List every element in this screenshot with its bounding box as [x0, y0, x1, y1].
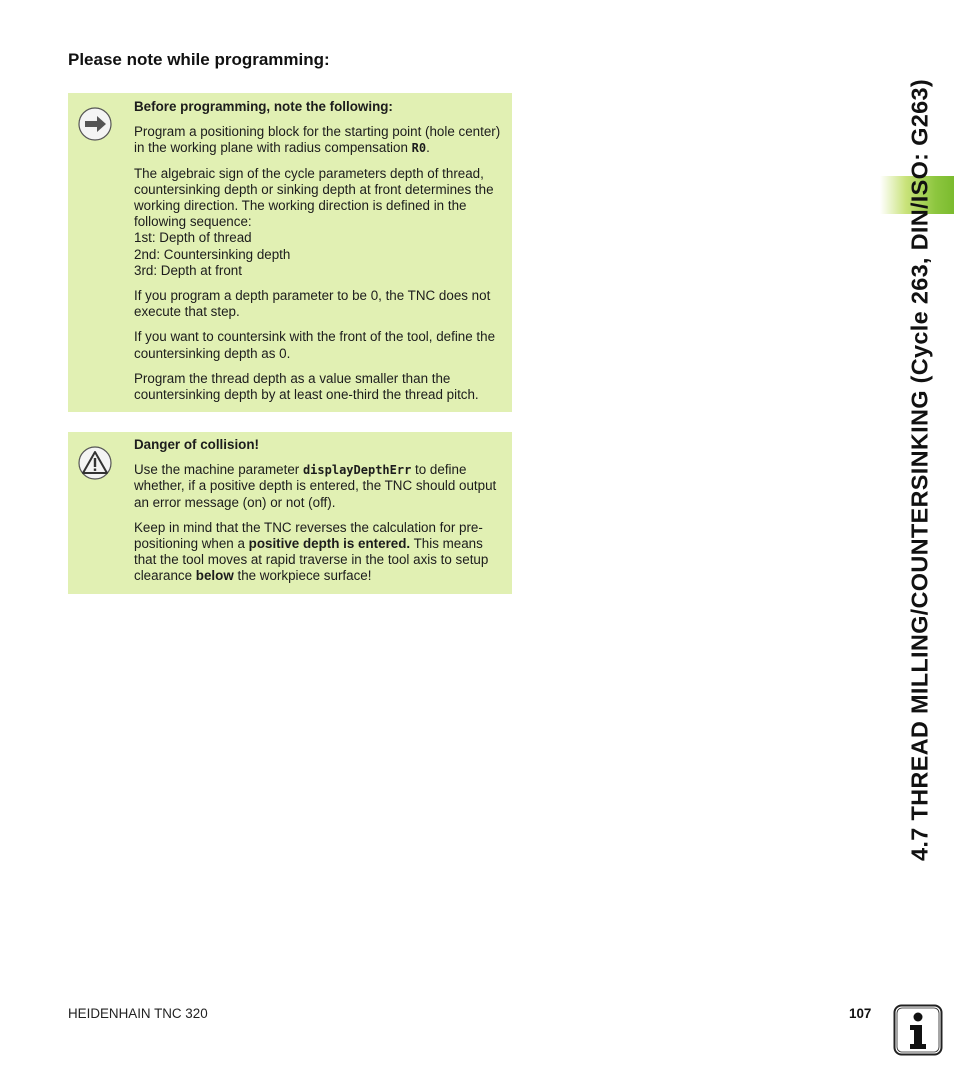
note-paragraph: Program the thread depth as a value smaller than the countersinking depth by at least one-third the thread pitch. — [134, 370, 479, 403]
warning-title: Danger of collision! — [134, 437, 259, 452]
page-number: 107 — [849, 1006, 872, 1021]
code-r0: R0 — [411, 141, 427, 156]
footer-product: HEIDENHAIN TNC 320 — [68, 1006, 208, 1021]
note-paragraph: If you want to countersink with the front of the tool, define the countersinking depth as 0. — [134, 329, 496, 361]
warning-paragraph: Keep in mind that the TNC reverses the calculation for pre-positioning when a positive depth is entered. This means that the tool moves at rapid traverse in the tool axis to setup clearance below the workpiece surface! — [134, 519, 489, 584]
collision-warning-box — [68, 432, 512, 594]
programming-note-box — [68, 93, 512, 412]
arrow-right-icon — [78, 107, 112, 141]
note-paragraph: Program a positioning block for the starting point (hole center) in the working plane with radius compensation R0. — [134, 124, 501, 156]
info-icon — [893, 1004, 943, 1056]
programming-note-content — [134, 99, 504, 412]
note-title: Before programming, note the following: — [134, 99, 393, 114]
section-heading: Please note while programming: — [68, 50, 330, 69]
collision-warning-content — [134, 437, 504, 594]
note-paragraph: If you program a depth parameter to be 0, the TNC does not execute that step. — [134, 288, 491, 320]
note-paragraph-sequence: The algebraic sign of the cycle parameters depth of thread, countersinking depth or sinking depth at front determines the working direction. The working direction is defined in the following sequence: 1st: Depth of thread 2nd: Countersinking depth 3rd: Depth at front — [134, 165, 494, 278]
chapter-side-title: 4.7 THREAD MILLING/COUNTERSINKING (Cycle 263, DIN/ISO: G263) — [906, 79, 933, 861]
code-parameter: displayDepthErr — [302, 463, 412, 478]
warning-paragraph: Use the machine parameter displayDepthErr to define whether, if a positive depth is entered, the TNC should output an error message (on) or not (off). — [134, 462, 497, 510]
warning-triangle-icon — [78, 446, 112, 480]
